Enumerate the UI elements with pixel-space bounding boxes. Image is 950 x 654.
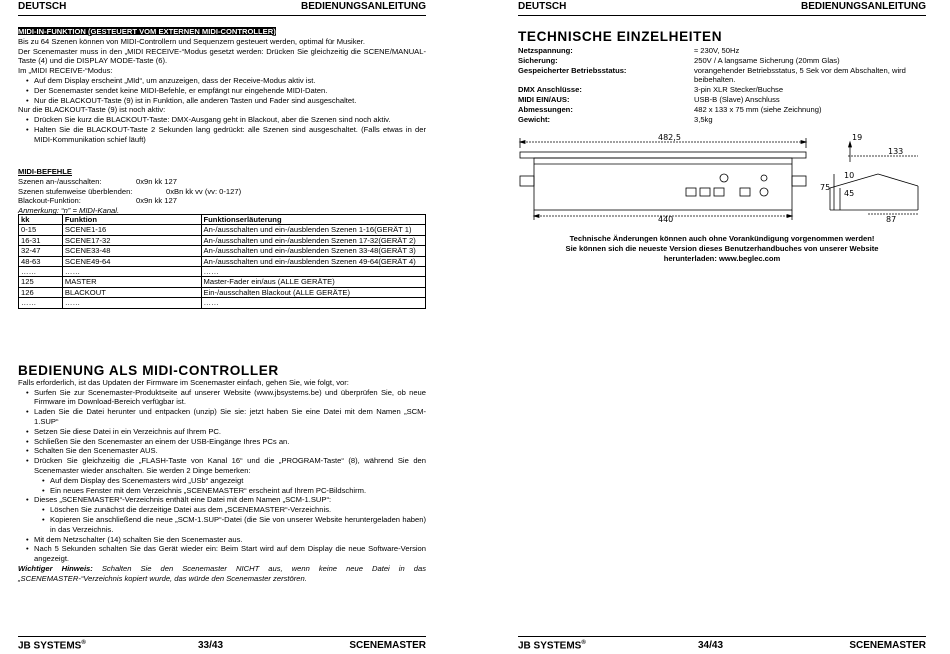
sub-list-item: • Kopieren Sie anschließend die neue „SCM-1.SUP“-Datei (die Sie von unserer Website heruntergeladen haben) in das Verzeichnis. bbox=[50, 515, 426, 535]
brand-name: JB SYSTEMS bbox=[18, 640, 82, 652]
table-cell: An-/ausschalten und ein-/ausblenden Szenen 49-64(GERÄT 4) bbox=[201, 256, 425, 266]
front-view bbox=[520, 133, 806, 224]
list-item bbox=[34, 495, 426, 534]
spec-row bbox=[518, 85, 926, 95]
sub-list-item: • Löschen Sie zunächst die derzeitige Datei aus dem „SCENEMASTER“-Verzeichnis. bbox=[50, 505, 426, 515]
side-view bbox=[820, 133, 918, 224]
dim-inner: 440 bbox=[658, 215, 674, 224]
dim-base: 87 bbox=[886, 215, 897, 224]
table-row bbox=[19, 225, 426, 235]
spec-value: 250V / A langsame Sicherung (20mm Glas) bbox=[694, 55, 840, 65]
command-row bbox=[18, 196, 426, 206]
sub-list bbox=[34, 476, 426, 496]
table-cell: …… bbox=[62, 298, 201, 308]
column-header: kk bbox=[19, 215, 63, 225]
midi-table bbox=[18, 214, 426, 309]
header-doc-title: BEDIENUNGSANLEITUNG bbox=[300, 1, 426, 12]
list-item: • Mit dem Netzschalter (14) schalten Sie den Scenemaster aus. bbox=[34, 535, 426, 545]
warning bbox=[18, 564, 426, 584]
bullet-list bbox=[18, 115, 426, 144]
table-cell: An-/ausschalten und ein-/ausblenden Szenen 1-16(GERÄT 1) bbox=[201, 225, 425, 235]
spec-row bbox=[518, 46, 926, 56]
table-cell: BLACKOUT bbox=[62, 287, 201, 297]
registered-mark: ® bbox=[581, 640, 586, 646]
list-item: • Setzen Sie diese Datei in ein Verzeichnis auf Ihrem PC. bbox=[34, 427, 426, 437]
sub-list bbox=[34, 505, 426, 534]
list-item: • Nur die BLACKOUT-Taste (9) ist in Funktion, alle anderen Tasten und Fader sind ausgeschaltet. bbox=[34, 96, 426, 106]
paragraph: Im „MIDI RECEIVE-“Modus: bbox=[18, 66, 113, 76]
section-title: BEDIENUNG ALS MIDI-CONTROLLER bbox=[18, 363, 279, 378]
spec-key: DMX Anschlüsse: bbox=[518, 85, 582, 95]
table-row bbox=[19, 267, 426, 277]
spec-key: Abmessungen: bbox=[518, 104, 573, 114]
command-label: Szenen stufenweise überblenden: bbox=[18, 186, 133, 196]
spec-row bbox=[518, 115, 926, 125]
command-label: Blackout-Funktion: bbox=[18, 196, 81, 206]
dim-height-small: 10 bbox=[844, 171, 855, 180]
notice bbox=[518, 234, 926, 263]
dim-height-front: 45 bbox=[844, 189, 855, 198]
command-label: Szenen an-/ausschalten: bbox=[18, 176, 102, 186]
table-cell: MASTER bbox=[62, 277, 201, 287]
footer-brand bbox=[518, 640, 586, 651]
notice-line: Technische Änderungen können auch ohne Vorankündigung vorgenommen werden! bbox=[569, 234, 875, 243]
spec-row bbox=[518, 66, 926, 86]
paragraph: Bis zu 64 Szenen können von MIDI-Controllern und Sequenzern gesteuert werden, optimal für Musiker. bbox=[18, 36, 365, 46]
table-cell: …… bbox=[201, 267, 425, 277]
registered-mark: ® bbox=[81, 640, 86, 646]
list-item bbox=[34, 456, 426, 495]
page-footer bbox=[18, 636, 426, 653]
table-cell: …… bbox=[19, 267, 63, 277]
list-item: • Der Scenemaster sendet keine MIDI-Befehle, er empfängt nur eingehende MIDI-Daten. bbox=[34, 86, 426, 96]
spec-key: Netzspannung: bbox=[518, 46, 573, 55]
header-doc-title: BEDIENUNGSANLEITUNG bbox=[800, 1, 926, 12]
section-title: TECHNISCHE EINZELHEITEN bbox=[518, 29, 723, 44]
dim-depth: 133 bbox=[888, 147, 904, 156]
list-item: • Schließen Sie den Scenemaster an einem der USB-Eingänge Ihres PCs an. bbox=[34, 437, 426, 447]
dim-height: 75 bbox=[820, 183, 831, 192]
command-value: 0x9n kk 127 bbox=[136, 176, 177, 186]
table-cell: 48-63 bbox=[19, 256, 63, 266]
spec-key: Sicherung: bbox=[518, 55, 558, 65]
spec-key: MIDI EIN/AUS: bbox=[518, 94, 570, 104]
sub-list-item: • Auf dem Display des Scenemasters wird „USb“ angezeigt bbox=[50, 476, 426, 486]
list-item-text: Dieses „SCENEMASTER“-Verzeichnis enthält eine Datei mit dem Namen „SCM-1.SUP“: bbox=[34, 495, 332, 505]
page-33 bbox=[18, 0, 426, 654]
table-cell: SCENE33-48 bbox=[62, 246, 201, 256]
command-row bbox=[18, 187, 426, 197]
page-header bbox=[518, 0, 926, 16]
table-row bbox=[19, 246, 426, 256]
list-item: • Nach 5 Sekunden schalten Sie das Gerät wieder ein: Beim Start wird auf dem Display die neue Software-Version angezeigt. bbox=[34, 544, 426, 564]
command-value: 0xBn kk vv (vv: 0-127) bbox=[166, 186, 242, 196]
column-header: Funktionserläuterung bbox=[201, 215, 425, 225]
table-body bbox=[19, 225, 426, 308]
footer-product: SCENEMASTER bbox=[849, 640, 926, 651]
table-cell: SCENE17-32 bbox=[62, 235, 201, 245]
footer-product: SCENEMASTER bbox=[349, 640, 426, 651]
command-value: 0x9n kk 127 bbox=[136, 196, 177, 206]
section-heading: MIDI-IN-FUNKTION (GESTEUERT VOM EXTERNEN MIDI-CONTROLLER) bbox=[18, 27, 276, 36]
table-cell: 16-31 bbox=[19, 235, 63, 245]
table-cell: SCENE1-16 bbox=[62, 225, 201, 235]
command-row bbox=[18, 177, 426, 187]
dimension-drawing bbox=[518, 130, 926, 226]
midi-controller-section bbox=[18, 363, 426, 584]
table-cell: 126 bbox=[19, 287, 63, 297]
list-item: • Drücken Sie kurz die BLACKOUT-Taste: DMX-Ausgang geht in Blackout, aber die Szenen sind noch aktiv. bbox=[34, 115, 426, 125]
midi-in-section bbox=[18, 27, 426, 145]
footer-brand bbox=[18, 640, 86, 651]
section-heading: MIDI-BEFEHLE bbox=[18, 167, 72, 176]
table-cell: 0-15 bbox=[19, 225, 63, 235]
table-cell: …… bbox=[19, 298, 63, 308]
dim-top: 19 bbox=[852, 133, 863, 142]
table-header-row bbox=[19, 215, 426, 225]
list-item: • Schalten Sie den Scenemaster AUS. bbox=[34, 446, 426, 456]
spec-value: 3-pin XLR Stecker/Buchse bbox=[694, 85, 784, 95]
list-item: • Halten Sie die BLACKOUT-Taste 2 Sekunden lang gedrückt: alle Szenen sind ausgeschaltet. (Falls etwas in der MIDI-Kommunikation schief läuft) bbox=[34, 125, 426, 145]
list-item: • Auf dem Display erscheint „MId“, um anzuzeigen, dass der Receive-Modus aktiv ist. bbox=[34, 76, 426, 86]
bullet-list bbox=[18, 76, 426, 105]
page-34 bbox=[518, 0, 926, 654]
table-cell: SCENE49-64 bbox=[62, 256, 201, 266]
table-cell: Ein-/ausschalten Blackout (ALLE GERÄTE) bbox=[201, 287, 425, 297]
midi-commands-section bbox=[18, 167, 426, 216]
page-number: 33/43 bbox=[198, 640, 224, 651]
table-cell: Master-Fader ein/aus (ALLE GERÄTE) bbox=[201, 277, 425, 287]
page-footer bbox=[518, 636, 926, 653]
table-row bbox=[19, 235, 426, 245]
warning-text: Schalten Sie den Scenemaster NICHT aus, wenn keine neue Datei in das „SCENEMASTER-“Verzeichnis kopiert wurde, das würde den Scenemaster zerstören. bbox=[18, 563, 426, 583]
notice-line: herunterladen: www.beglec.com bbox=[663, 253, 781, 263]
notice-line: Sie können sich die neueste Version dieses Benutzerhandbuches von unserer Website bbox=[565, 243, 879, 253]
table-row bbox=[19, 287, 426, 297]
spec-value: vorangehender Betriebsstatus, 5 Sek vor dem Abschalten, wird beibehalten. bbox=[694, 65, 906, 85]
paragraph: Nur die BLACKOUT-Taste (9) ist noch aktiv: bbox=[18, 105, 166, 115]
dim-width: 482,5 bbox=[658, 133, 681, 142]
header-language: DEUTSCH bbox=[518, 1, 567, 12]
table-cell: …… bbox=[62, 267, 201, 277]
spec-value: USB-B (Slave) Anschluss bbox=[694, 94, 780, 104]
header-language: DEUTSCH bbox=[18, 1, 67, 12]
table-cell: 125 bbox=[19, 277, 63, 287]
spec-value: 482 x 133 x 75 mm (siehe Zeichnung) bbox=[694, 104, 822, 114]
spec-value: ≈ 230V, 50Hz bbox=[694, 46, 740, 55]
table-cell: …… bbox=[201, 298, 425, 308]
note: Anmerkung: “n” = MIDI-Kanal. bbox=[18, 206, 120, 216]
table-row bbox=[19, 277, 426, 287]
spec-row bbox=[518, 56, 926, 66]
table-row bbox=[19, 298, 426, 308]
sub-list-item: • Ein neues Fenster mit dem Verzeichnis „SCENEMASTER“ erscheint auf Ihrem PC-Bildschirm. bbox=[50, 486, 426, 496]
brand-name: JB SYSTEMS bbox=[518, 640, 582, 652]
spec-key: Gewicht: bbox=[518, 114, 551, 124]
spec-row bbox=[518, 105, 926, 115]
spec-value: 3,5kg bbox=[694, 114, 713, 124]
spec-row bbox=[518, 95, 926, 105]
paragraph: Der Scenemaster muss in den „MIDI RECEIVE-“Modus gesetzt werden: Drücken Sie gleichzeitig die SCENE/MANUAL-Taste (4) und die DISPLAY MODE-Taste (6). bbox=[18, 46, 426, 66]
list-item: • Laden Sie die Datei herunter und entpacken (unzip) Sie sie: jetzt haben Sie eine Datei mit dem Namen „SCM-1.SUP“ bbox=[34, 407, 426, 427]
warning-label: Wichtiger Hinweis: bbox=[18, 563, 93, 573]
spec-key: Gespeicherter Betriebsstatus: bbox=[518, 65, 627, 75]
table-cell: An-/ausschalten und ein-/ausblenden Szenen 33-48(GERÄT 3) bbox=[201, 246, 425, 256]
table-cell: An-/ausschalten und ein-/ausblenden Szenen 17-32(GERÄT 2) bbox=[201, 235, 425, 245]
column-header: Funktion bbox=[62, 215, 201, 225]
table-cell: 32-47 bbox=[19, 246, 63, 256]
spec-list bbox=[518, 46, 926, 124]
table-row bbox=[19, 256, 426, 266]
list-item: • Surfen Sie zur Scenemaster-Produktseite auf unserer Website (www.jbsystems.be) und überprüfen Sie, ob neue Firmware im Download-Bereich verfügbar ist. bbox=[34, 388, 426, 408]
page-number: 34/43 bbox=[698, 640, 724, 651]
bullet-list bbox=[18, 388, 426, 564]
page-header bbox=[18, 0, 426, 16]
paragraph: Falls erforderlich, ist das Updaten der Firmware im Scenemaster einfach, gehen Sie, wie folgt, vor: bbox=[18, 377, 349, 387]
list-item-text: Drücken Sie gleichzeitig die „FLASH-Taste von Kanal 16“ und die „PROGRAM-Taste“ (8), während Sie den Scenemaster wieder anschalten. Sie werden 2 Dinge bemerken: bbox=[34, 456, 426, 475]
